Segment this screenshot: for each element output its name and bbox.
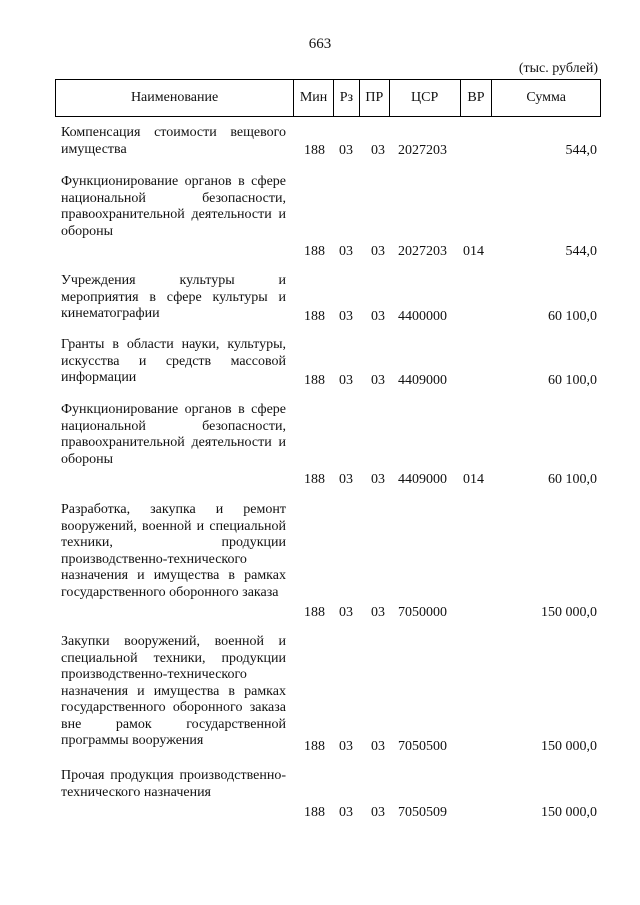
table-row	[0, 337, 640, 389]
row-sum: 544,0	[565, 243, 597, 259]
row-sum: 150 000,0	[541, 738, 597, 754]
header-vr: ВР	[461, 80, 493, 116]
row-vr: 014	[463, 471, 484, 487]
table-header	[55, 79, 601, 117]
table-row	[0, 174, 640, 260]
row-csr: 2027203	[398, 142, 447, 158]
row-pr: 03	[371, 372, 385, 388]
row-pr: 03	[371, 471, 385, 487]
row-csr: 2027203	[398, 243, 447, 259]
row-min: 188	[304, 243, 325, 259]
row-min: 188	[304, 604, 325, 620]
header-csr: ЦСР	[390, 80, 461, 116]
row-rz: 03	[339, 308, 353, 324]
row-rz: 03	[339, 604, 353, 620]
row-name: Гранты в области науки, культуры, искусства и средств массовой информации	[61, 337, 286, 385]
row-rz: 03	[339, 738, 353, 754]
row-min: 188	[304, 372, 325, 388]
row-sum: 150 000,0	[541, 804, 597, 820]
table-row	[0, 402, 640, 488]
row-name: Компенсация стоимости вещевого имущества	[61, 125, 286, 157]
table-row	[0, 768, 640, 821]
row-pr: 03	[371, 738, 385, 754]
row-name: Функционирование органов в сфере национальной безопасности, правоохранительной деятельности и обороны	[61, 402, 286, 467]
row-pr: 03	[371, 804, 385, 820]
row-sum: 60 100,0	[548, 372, 597, 388]
page-number: 663	[308, 36, 332, 52]
row-min: 188	[304, 738, 325, 754]
header-sum: Сумма	[526, 90, 567, 105]
row-min: 188	[304, 308, 325, 324]
row-sum: 60 100,0	[548, 308, 597, 324]
row-rz: 03	[339, 142, 353, 158]
row-csr: 4409000	[398, 372, 447, 388]
row-rz: 03	[339, 804, 353, 820]
row-pr: 03	[371, 142, 385, 158]
row-name: Закупки вооружений, военной и специальной техники, продукции производственно-технического назначения и имущества в рамках государственного оборонного заказа вне рамок государственной программы вооружения	[61, 634, 286, 748]
row-csr: 4409000	[398, 471, 447, 487]
table-row	[0, 502, 640, 621]
table-row	[0, 634, 640, 755]
row-pr: 03	[371, 243, 385, 259]
row-csr: 7050500	[398, 738, 447, 754]
row-sum: 150 000,0	[541, 604, 597, 620]
row-vr: 014	[463, 243, 484, 259]
row-rz: 03	[339, 372, 353, 388]
table-row	[0, 273, 640, 325]
row-sum: 544,0	[565, 142, 597, 158]
header-rz: Рз	[334, 80, 360, 116]
units-label: (тыс. рублей)	[518, 61, 598, 76]
row-pr: 03	[371, 604, 385, 620]
row-rz: 03	[339, 471, 353, 487]
row-min: 188	[304, 142, 325, 158]
row-csr: 7050000	[398, 604, 447, 620]
row-sum: 60 100,0	[548, 471, 597, 487]
row-name: Функционирование органов в сфере национальной безопасности, правоохранительной деятельности и обороны	[61, 174, 286, 239]
row-csr: 7050509	[398, 804, 447, 820]
header-min: Мин	[294, 80, 334, 116]
row-name: Учреждения культуры и мероприятия в сфере культуры и кинематографии	[61, 273, 286, 321]
row-min: 188	[304, 804, 325, 820]
row-csr: 4400000	[398, 308, 447, 324]
header-pr: ПР	[360, 80, 390, 116]
row-name: Разработка, закупка и ремонт вооружений, военной и специальной техники, продукции производственно-технического назначения и имущества в рамках государственного оборонного заказа	[61, 502, 286, 600]
table-row	[0, 125, 640, 159]
row-rz: 03	[339, 243, 353, 259]
row-pr: 03	[371, 308, 385, 324]
header-name: Наименование	[56, 80, 294, 116]
row-name: Прочая продукция производственно-технического назначения	[61, 768, 286, 800]
row-min: 188	[304, 471, 325, 487]
